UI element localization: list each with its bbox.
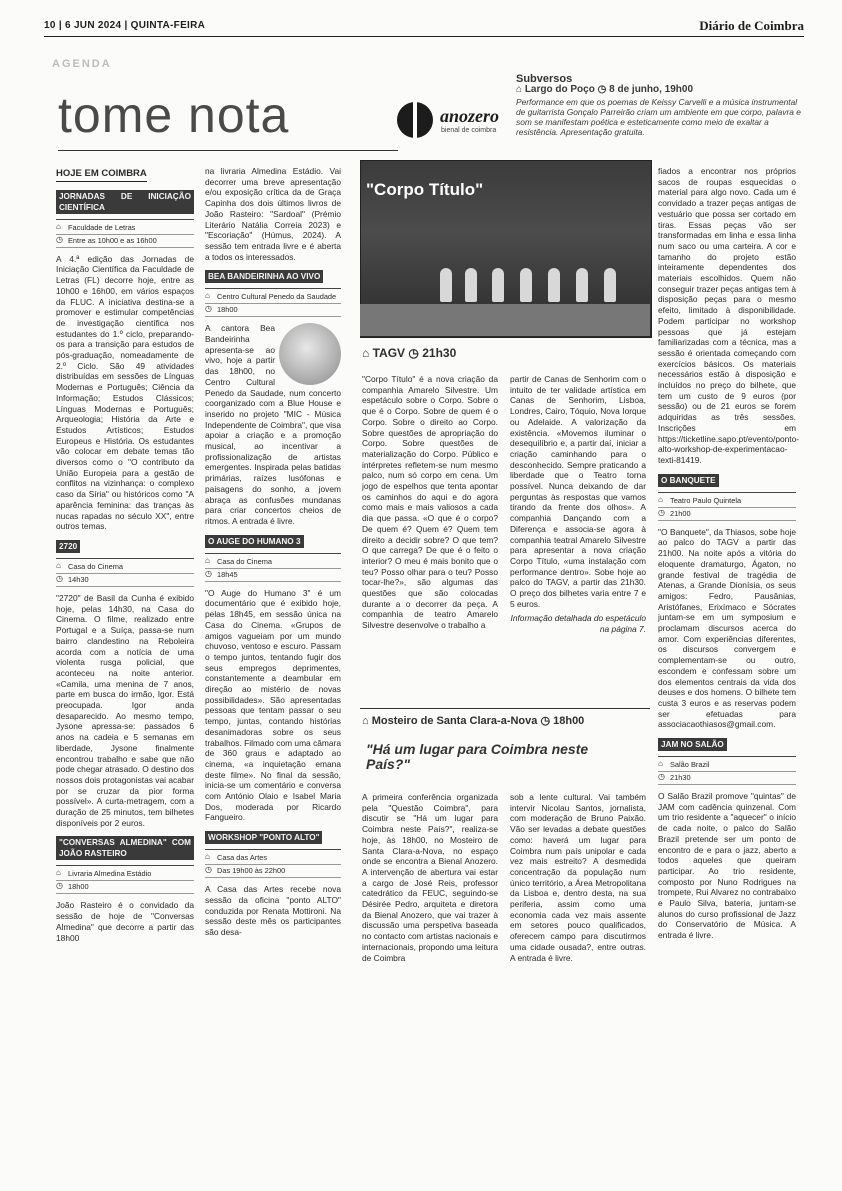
promo-place: Largo do Poço (524, 84, 595, 95)
feature1-text-b: partir de Canas de Senhorim com o intuito de ter validade artística em Canas de Senhorim, Lisboa, Londres, Cairo, Tóquio, Nova Iorque ou Adelaide. A valorização da existência. «Movemos iluminar o desequilíbrio e, a partir daí, iniciar a criação caminhando para o desconhecido. Sempre praticando a liberdade que o Teatro torna possível. Nunca deixando de dar perguntas às respostas que vamos tirando da frente dos olhos». A companhia Dançando com a Diferença e associa-se agora à companhia teatral Amarelo Silvestre para apresentar a nova criação Corpo Título, «uma instalação com performance dentro». Sobe hoje ao palco do TAGV, a partir das 21h30. O preço dos bilhetes varia entre 7 e 5 euros. (510, 374, 646, 609)
promo-title: Subversos (516, 73, 573, 85)
home-icon: ⌂ (362, 715, 369, 727)
event-place: ⌂ Casa do Cinema (56, 561, 194, 574)
performer-figure (604, 268, 616, 302)
photo-title: "Corpo Título" (366, 180, 484, 199)
feature1-time: 21h30 (422, 346, 457, 360)
page-number: 10 (44, 20, 56, 31)
event-label: BEA BANDEIRINHA AO VIVO (205, 270, 323, 283)
clock-icon: ◷ (540, 715, 551, 727)
event-text: "O Auge do Humano 3" é um documentário que é exibido hoje, pelas 18h45, em sessão única na Casa do Cinema. «Grupos de amigos vagueiam por um mundo chuvoso, ventoso e escuro. Passam o tempo juntos, tentando fugir dos seus empregos deprimentes, constantemente a deambular em direção ao mistério de novas possibilidades». São apresentadas pessoas que tentam passar o seu tempo, juntas, contando histórias desanimadoras sobre os seus trabalhos. Filmado com uma câmara de 360 graus e adaptado ao cinema, «a inquietação emana deste filme». No final da sessão, inicia-se um comentário e conversa com António Olaio e Isabel Maria Dos, moderada por Ricardo Fangueiro. (205, 587, 341, 823)
anozero-logo-sub: bienal de coimbra (441, 127, 497, 134)
feature2-col-b (510, 792, 646, 967)
event-place: ⌂ Teatro Paulo Quintela (658, 495, 796, 508)
event-banquete (658, 474, 796, 730)
performer-figure (576, 268, 588, 302)
performer-figure (520, 268, 532, 302)
workshop-continued: fiados a encontrar nos próprios sacos de roupas esquecidas o material para algo novo. Cada um é convidado a trazer peças antigas de vestuário que possa ser cortado em tiras. Essas peças vão ser transformadas em linha e essa linha num saco ou uma carteira. A cor e tamanho do projeto estão inteiramente dependentes dos materiais escolhidos. Quem não conseguir trazer peças antigas tem à disposição peças para o mesmo efeito, limitado à disponibilidade. Podem participar no workshop pessoas que já estejam familiarizadas com a técnica, mas a sessão é orientada começando com exercícios básicos. Os materiais necessários estão à disposição e incluídos no preço do bilhete, que tem um custo de 9 euros (por sessão) ou de 21 euros se forem adquiridas as três sessões. Inscrições em https://ticketline.sapo.pt/evento/ponto-alto-workshop-de-experimentacao-texti-81419. (658, 166, 800, 465)
event-meta (658, 756, 796, 785)
feature1-col-a (362, 374, 498, 635)
event-label: O AUGE DO HUMANO 3 (205, 535, 304, 548)
page-date: 6 JUN 2024 (65, 20, 122, 31)
anozero-logo-text: anozero (440, 106, 500, 126)
column-1 (56, 168, 194, 947)
event-place: ⌂ Casa do Cinema (205, 556, 341, 569)
event-meta (205, 849, 341, 878)
feature1-place: TAGV (372, 346, 406, 360)
feature2-time: 18h00 (553, 715, 585, 727)
performer-figure (548, 268, 560, 302)
stage-floor (360, 304, 650, 336)
promo-box (516, 74, 806, 137)
column-2 (205, 166, 341, 942)
event-label: "CONVERSAS ALMEDINA" COM JOÃO RASTEIRO (56, 836, 194, 860)
event-time: ◷ 18h00 (205, 304, 341, 317)
event-time: ◷ Entre as 10h00 e as 16h00 (56, 235, 194, 248)
event-text: A Casa das Artes recebe nova sessão da oficina "ponto ALTO" conduzida por Renata Mottironi. Na sessão deste mês os participantes são desa- (205, 884, 341, 937)
event-jornadas (56, 190, 194, 532)
header-left: 10 | 6 JUN 2024 | QUINTA-FEIRA (44, 20, 206, 31)
column-5 (658, 166, 800, 945)
event-time: ◷ Das 19h00 às 22h00 (205, 865, 341, 878)
event-2720 (56, 540, 194, 828)
ghost-title: AGENDA (52, 58, 112, 70)
event-place: ⌂ Livraria Almedina Estádio (56, 868, 194, 881)
event-time: ◷ 21h30 (658, 772, 796, 785)
page-weekday: QUINTA-FEIRA (130, 20, 206, 31)
feature2-text-b: sob a lente cultural. Vai também intervir Nicolau Santos, jornalista, com moderação de Bruno Paixão. Vão ser levadas a debate questões como: haverá um lugar para Coimbra num país unipolar e cada vez mais estreito? A desmedida concentração da população num único território, a Área Metropolitana da Lisboa e, dentro desta, na sua periferia, assim como uma economia cada vez mais assente em setores pouco qualificados, oferecem campo para discutirmos uma cidade ousada?, entre outras. A entrada é livre. (510, 792, 646, 963)
event-label: JAM NO SALÃO (658, 738, 727, 751)
event-label: 2720 (56, 540, 80, 553)
feature2-rule (360, 708, 650, 709)
event-text: João Rasteiro é o convidado da sessão de hoje de "Conversas Almedina" que decorre a partir das 18h00 (56, 900, 194, 943)
feature2-place: Mosteiro de Santa Clara-a-Nova (371, 715, 538, 727)
feature1-note: Informação detalhada do espetáculo na página 7. (510, 613, 646, 635)
event-meta (56, 865, 194, 894)
event-text: "2720" de Basil da Cunha é exibido hoje, pelas 14h30, na Casa do Cinema. O filme, realizado entre Portugal e a Suíça, passa-se num bairro clandestino na Reboleira acorda com a notícia de uma violenta rusga policial, que aconteceu na noite anterior. «Camila, uma menina de 7 anos, parte em busca do irmão, Igor. Está preocupada. Igor anda desaparecido. Ao mesmo tempo, Jysone apressa-se: passados 6 anos na cadeia e 5 semanas em liberdade, Jysone finalmente encontrou trabalho e sabe que não pode chegar atrasado. O destino dos nossos dois protagonistas vai acabar por se cruzar da pior forma possível». A curta-metragem, com a duração de 25 minutos, tem bilhetes disponíveis por 2 euros. (56, 592, 194, 828)
promo-desc: Performance em que os poemas de Keissy Carvelli e a música instrumental de guitarrista Gonçalo Parreirão criam um ambiente em que corpo, palavra e som se manifestam poética e esteticamente como meio de exaltar a resistência. Apresentação gratuita. (516, 97, 801, 137)
performer-figure (465, 268, 477, 302)
home-icon: ⌂ (516, 84, 523, 95)
section-heading: HOJE EM COIMBRA (56, 169, 147, 182)
event-text: A cantora Bea Bandeirinha apresenta-se ao vivo, hoje a partir das 18h00, no Centro Cultural Penedo da Saudade, num concerto coorganizado com a Blue House e inserido no projeto "MIC - Música Independente de Coimbra", que visa apoiar a criação e a promoção musical, ao incentivar a profissionalização de artistas emergentes. Inspirada pelas batidas primárias, raízes lusófonas e paisagens do sonho, a jovem abraça as confusões mundanas para criar concertos cheios de ritmos. A entrada é livre. (205, 323, 341, 526)
event-auge (205, 535, 341, 823)
feature1-text-a: "Corpo Título" é a nova criação da companhia Amarelo Silvestre. Um espetáculo sobre o Corpo. Sobre o que é o Corpo. Sobre de quem é o Corpo. Sobre o direito ao Corpo. Sobre questões de apropriação do Corpo. Sobre questões de materialização do Corpo. Público e intérpretes refletem-se num mesmo palco, num só corpo em cena. Um jogo de espelhos que tenta apontar os caminhos do aqui e do agora como mais e mais valiosos a cada dia que passa. «O que é o corpo? De quem é? Quem é? Quem tem direito a decidir sobre? O que tem? O que carrega? De que é o feito o interior? O meu é mais bonito que o teu? Posso olhar para o teu? Posso tocar-lhe?», são algumas das questões que são colocadas durante a o decorrer da peça. A companhia de teatro Amarelo Silvestre desenvolve o trabalho a (362, 374, 498, 631)
anozero-logo-notch (413, 98, 417, 142)
event-text: A 4.ª edição das Jornadas de Iniciação Científica da Faculdade de Letras (FL) decorre hoje, entre as 10h00 e 16h00, em vários espaços da FLUC. A iniciativa destina-se a promover e estimular competências de investigação científica nos estudantes do 1.º ciclo, preparando-os para a transição para estudos de pós-graduação, nomeadamente de 2.º Ciclo. São 49 atividades distribuídas em sessões de Línguas Modernas e Português; Ciência da Informação; Estudos Clássicos; Línguas Modernas e Português; Arqueologia; História da Arte e Estudos Artísticos; Estudos Europeus e História. Os estudantes vão colocar em debate temas tão diversos como o "O contributo da União Europeia para a gestão de conflitos na vizinhança: o complexo caso da Síria" ou históricos como "A aparência feminina: das tranças às nucas rapadas no século XX", entre outros temas. (56, 253, 194, 532)
clock-icon: ◷ (408, 346, 419, 360)
event-meta (658, 492, 796, 521)
event-label: O BANQUETE (658, 474, 719, 487)
event-time: ◷ 21h00 (658, 508, 796, 521)
event-meta (205, 553, 341, 582)
conversas-continued: na livraria Almedina Estádio. Vai decorrer uma breve apresentação e/ou exposição crítica da de Graça Capinha dos dois últimos livros de João Rasteiro: "Sardoal" (Prémio Literário Natália Correia 2023) e "Escoriação" (Húmus, 2024). A sessão tem entrada livre e é aberta a todos os interessados. (205, 166, 341, 262)
brand-logo: Diário de Coimbra (699, 18, 804, 33)
event-workshop (205, 831, 341, 938)
event-jam (658, 738, 796, 941)
event-time: ◷ 18h45 (205, 569, 341, 582)
event-bea (205, 270, 341, 526)
event-text: "O Banquete", da Thiasos, sobe hoje ao palco do TAGV a partir das 21h00. Na noite após a vitória do eloquente dramaturgo, Ágaton, no grande festival de tragédia de Atenas, a Grande Dionísia, os seus amigos: Fedro, Pausânias, Aristófanes, Erixímaco e Sócrates juntam-se em um symposium e proclamam discursos acerca do amor. Com experiências diferentes, os discursos convergem e complementam-se ou outro, escondem e confessam sobre um dos elementos centrais da vida dos deuses e dos homens. O bilhete tem custa 3 euros e as reservas podem ser efetuadas para associacaothiasos@gmail.com. (658, 526, 796, 730)
event-meta (205, 288, 341, 317)
event-time: ◷ 18h00 (56, 881, 194, 894)
clock-icon: ◷ (597, 84, 607, 95)
performer-figure (440, 268, 452, 302)
event-conversas (56, 836, 194, 943)
home-icon: ⌂ (362, 346, 370, 360)
event-place: ⌂ Salão Brazil (658, 759, 796, 772)
feature2-meta (362, 714, 584, 727)
feature2-title: "Há um lugar para Coimbra neste País?" (366, 741, 589, 772)
feature2-text-a: A primeira conferência organizada pela "Questão Coimbra", para discutir se "Há um lugar para Coimbra neste País?", realiza-se hoje, às 18h00, no Mosteiro de Santa Clara-a-Nova, no espaço onde se encontra a Bienal Anozero. A intervenção de abertura vai estar a cargo de José Reis, professor catedrático da FEUC, seguindo-se Désirée Pedro, arquiteta e diretora da Bienal Anozero, que vai trazer à discussão uma perspetiva baseada no contacto com artistas nacionais e internacionais, propondo uma leitura de Coimbra (362, 792, 498, 963)
event-place: ⌂ Centro Cultural Penedo da Saudade (205, 291, 341, 304)
title-rule (58, 150, 398, 151)
bea-photo (279, 323, 341, 385)
event-meta (56, 558, 194, 587)
page-header (44, 18, 804, 37)
event-text: O Salão Brazil promove "quintas" de JAM com cadência quinzenal. Com um trio residente a "aquecer" o início de cada noite, o palco do Salão Brazil pretende ser um ponto de encontro de e para o jazz, aberto a todos aqueles que queiram participar. Ao trio residente, composto por Nuno Rodrigues na trompete, Rui Alvarez no contrabaixo e Paulo Silva, bateria, juntam-se alunos do curso profissional de Jazz do Conservatório de Música. A entrada é livre. (658, 791, 796, 941)
event-label: JORNADAS DE INICIAÇÃO CIENTÍFICA (56, 190, 194, 214)
event-place: ⌂ Faculdade de Letras (56, 222, 194, 235)
feature1-col-b (510, 374, 646, 639)
promo-when-where (516, 85, 806, 95)
feature2-col-a (362, 792, 498, 967)
event-label: WORKSHOP "PONTO ALTO" (205, 831, 322, 844)
performer-figure (492, 268, 504, 302)
event-time: ◷ 14h30 (56, 574, 194, 587)
promo-time: 8 de junho, 19h00 (609, 84, 694, 95)
event-place: ⌂ Casa das Artes (205, 852, 341, 865)
event-meta (56, 219, 194, 248)
section-title: tome nota (58, 87, 290, 143)
feature1-meta (362, 346, 456, 360)
